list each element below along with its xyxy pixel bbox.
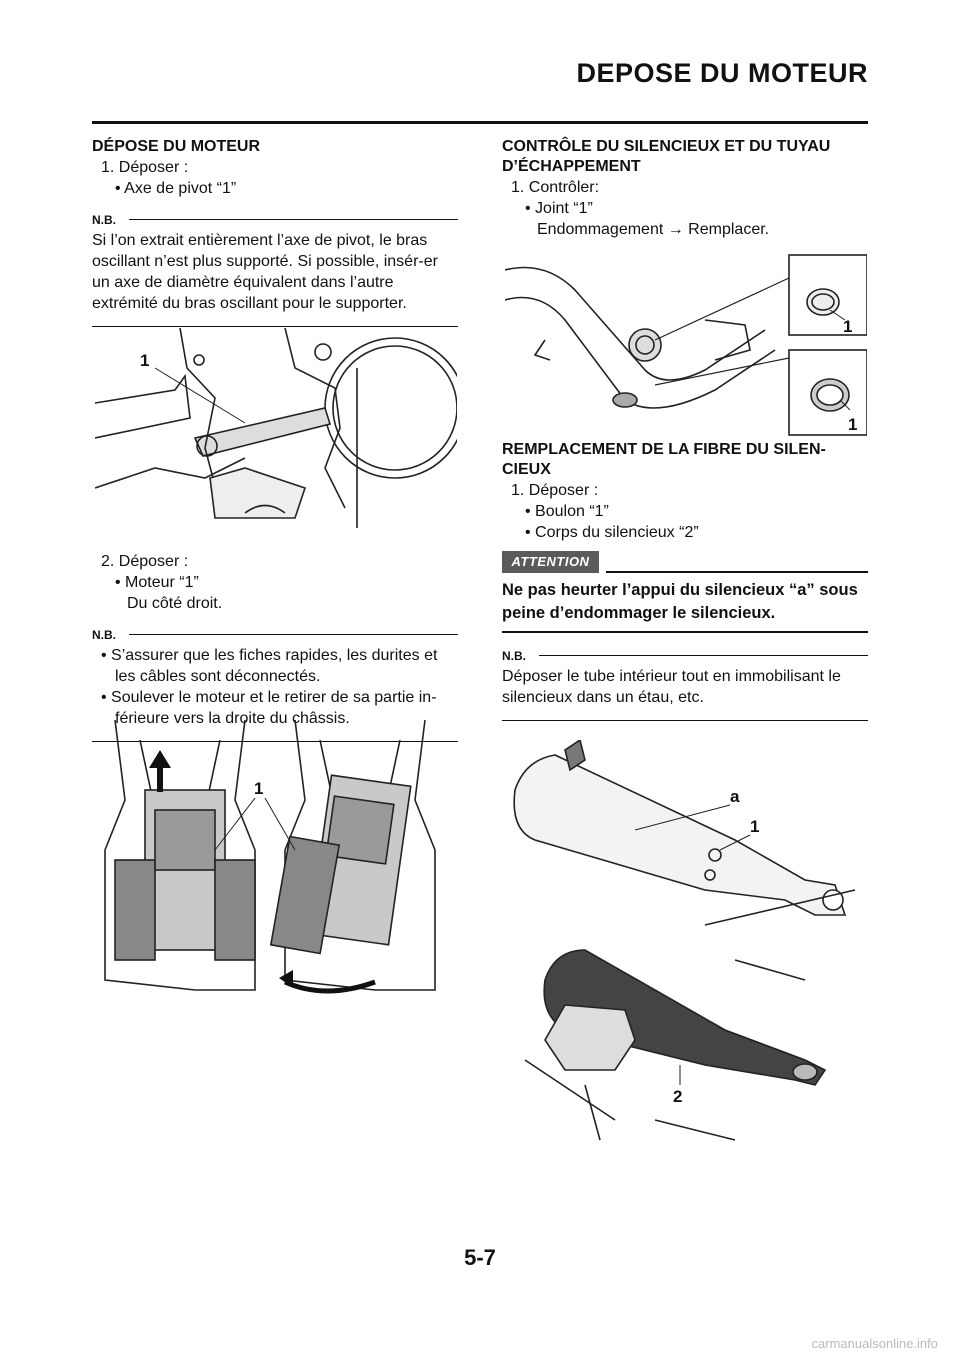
nb-label: N.B. <box>92 213 116 227</box>
fig3-callout-2: 1 <box>848 415 858 434</box>
attention-header <box>502 551 868 577</box>
nb-header <box>92 205 458 225</box>
nb-bullet-2: • Soulever le moteur et le retirer de sa partie in-férieure vers la droite du châssis. <box>101 689 437 727</box>
page-title: DEPOSE DU MOTEUR <box>576 58 868 88</box>
figure-pivot-shaft <box>95 328 457 528</box>
step-1: 1. Déposer : <box>101 159 189 176</box>
figure-muffler-removal <box>505 740 867 1150</box>
attention-text: Ne pas heurter l’appui du silencieux “a” sous peine d’endommager le silencieux. <box>502 581 858 622</box>
nb-header-2 <box>92 620 458 640</box>
replace-step-1-item-2: • Corps du silencieux “2” <box>525 524 699 541</box>
step-1-item: • Axe de pivot “1” <box>115 180 237 197</box>
attention-end-rule <box>502 631 868 633</box>
fig3-callout-1: 1 <box>843 317 853 336</box>
page-number: 5-7 <box>464 1245 496 1270</box>
nb-text-3: Déposer le tube intérieur tout en immobilisant le silencieux dans un étau, etc. <box>502 668 841 706</box>
nb-text: Si l’on extrait entièrement l’axe de pivot, le bras oscillant n’est plus supporté. Si possible, insér-er un axe de diamètre équivalent dans l’autre extrémité du bras oscillant pour le supporter. <box>92 232 438 312</box>
watermark: carmanualsonline.info <box>811 1336 938 1351</box>
figure-exhaust-gasket <box>505 250 867 440</box>
nb-label: N.B. <box>502 649 526 663</box>
replace-step-1: 1. Déposer : <box>511 482 599 499</box>
check-step-1: 1. Contrôler: <box>511 179 600 196</box>
step-2-item: • Moteur “1” <box>115 574 199 591</box>
check-step-1-sub: Endommagement → Remplacer. <box>537 221 770 238</box>
section-heading-engine-removal: DÉPOSE DU MOTEUR <box>92 138 261 155</box>
fig4-callout-2: 2 <box>673 1087 683 1106</box>
step-2-sub: Du côté droit. <box>127 595 223 612</box>
section-heading-muffler-check-l1: CONTRÔLE DU SILENCIEUX ET DU TUYAU <box>502 138 831 155</box>
section-heading-fiber-replace-l1: REMPLACEMENT DE LA FIBRE DU SILEN- <box>502 441 826 458</box>
fig2-callout-1: 1 <box>254 779 264 798</box>
figure-engine-removal <box>95 720 457 1010</box>
nb-label: N.B. <box>92 628 116 642</box>
fig4-callout-1: 1 <box>750 817 760 836</box>
section-heading-muffler-check-l2: D’ÉCHAPPEMENT <box>502 158 641 175</box>
fig4-callout-a: a <box>730 787 740 806</box>
nb-bullet-1: • S’assurer que les fiches rapides, les durites et les câbles sont déconnectés. <box>101 647 438 685</box>
check-step-1-item: • Joint “1” <box>525 200 593 217</box>
fig1-callout-1: 1 <box>140 351 150 370</box>
attention-badge: ATTENTION <box>502 551 599 573</box>
step-2: 2. Déposer : <box>101 553 189 570</box>
header-divider <box>92 121 868 124</box>
nb-end-rule-3 <box>502 720 868 721</box>
replace-step-1-item-1: • Boulon “1” <box>525 503 609 520</box>
nb-header-3 <box>502 641 868 661</box>
section-heading-fiber-replace-l2: CIEUX <box>502 461 551 478</box>
